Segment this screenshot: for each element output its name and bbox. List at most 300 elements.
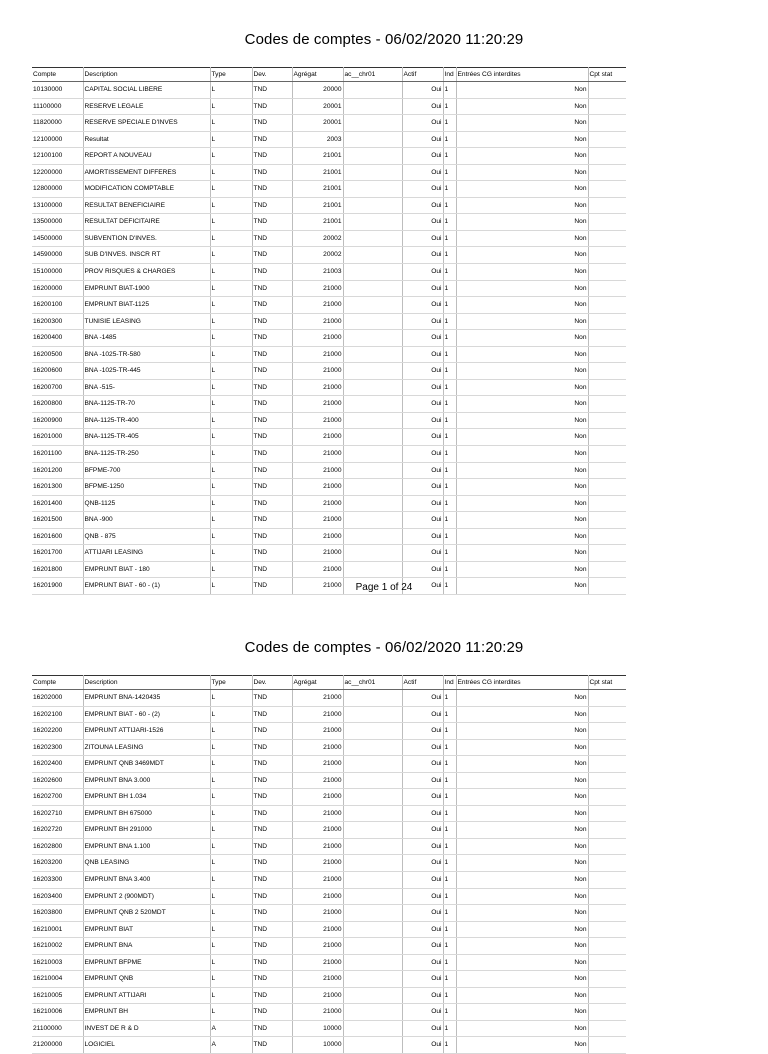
cell-compte: 16202720: [32, 822, 83, 839]
cell-description: SUB D'INVES. INSCR RT: [83, 247, 210, 264]
cell-entrees-cg: Non: [456, 739, 588, 756]
cell-entrees-cg: Non: [456, 115, 588, 132]
cell-description: EMPRUNT 2 (900MDT): [83, 888, 210, 905]
cell-type: L: [210, 446, 252, 463]
cell-type: L: [210, 396, 252, 413]
cell-ind: 1: [443, 822, 456, 839]
cell-agregat: 21000: [292, 528, 343, 545]
cell-ac-chr01: [343, 512, 402, 529]
cell-agregat: 21001: [292, 181, 343, 198]
cell-ind: 1: [443, 706, 456, 723]
cell-compte: 16202000: [32, 690, 83, 707]
cell-type: L: [210, 921, 252, 938]
col-header-actif: Actif: [402, 68, 443, 82]
cell-ind: 1: [443, 346, 456, 363]
table-row: [32, 805, 626, 822]
cell-dev: TND: [252, 822, 292, 839]
cell-type: L: [210, 756, 252, 773]
cell-agregat: 21000: [292, 690, 343, 707]
cell-entrees-cg: Non: [456, 462, 588, 479]
cell-agregat: 21000: [292, 313, 343, 330]
cell-cpt-stat: [588, 164, 626, 181]
cell-type: L: [210, 297, 252, 314]
cell-ind: 1: [443, 148, 456, 165]
cell-type: L: [210, 98, 252, 115]
cell-dev: TND: [252, 429, 292, 446]
cell-type: L: [210, 313, 252, 330]
cell-actif: Oui: [402, 1037, 443, 1054]
cell-entrees-cg: Non: [456, 181, 588, 198]
cell-actif: Oui: [402, 805, 443, 822]
cell-agregat: 21000: [292, 855, 343, 872]
cell-dev: TND: [252, 739, 292, 756]
cell-type: L: [210, 230, 252, 247]
cell-actif: Oui: [402, 446, 443, 463]
cell-dev: TND: [252, 495, 292, 512]
cell-actif: Oui: [402, 512, 443, 529]
table-row: [32, 888, 626, 905]
table-row: [32, 987, 626, 1004]
cell-entrees-cg: Non: [456, 164, 588, 181]
cell-agregat: 21000: [292, 954, 343, 971]
cell-description: LOGICIEL: [83, 1037, 210, 1054]
cell-actif: Oui: [402, 214, 443, 231]
col-header-dev: Dev.: [252, 676, 292, 690]
cell-dev: TND: [252, 313, 292, 330]
cell-description: BNA-1125-TR-400: [83, 412, 210, 429]
cell-compte: 16202710: [32, 805, 83, 822]
cell-ind: 1: [443, 164, 456, 181]
cell-entrees-cg: Non: [456, 313, 588, 330]
cell-dev: TND: [252, 446, 292, 463]
cell-ac-chr01: [343, 822, 402, 839]
cell-dev: TND: [252, 921, 292, 938]
cell-type: L: [210, 495, 252, 512]
cell-ac-chr01: [343, 888, 402, 905]
cell-agregat: 21000: [292, 297, 343, 314]
cell-cpt-stat: [588, 247, 626, 264]
table-row: [32, 164, 626, 181]
cell-ind: 1: [443, 98, 456, 115]
cell-description: EMPRUNT BNA: [83, 938, 210, 955]
cell-agregat: 21000: [292, 938, 343, 955]
cell-compte: 21100000: [32, 1020, 83, 1037]
cell-dev: TND: [252, 131, 292, 148]
cell-type: L: [210, 131, 252, 148]
cell-entrees-cg: Non: [456, 264, 588, 281]
cell-description: EMPRUNT BIAT - 180: [83, 561, 210, 578]
cell-actif: Oui: [402, 528, 443, 545]
cell-cpt-stat: [588, 280, 626, 297]
cell-ind: 1: [443, 446, 456, 463]
cell-dev: TND: [252, 690, 292, 707]
cell-type: L: [210, 578, 252, 595]
cell-description: SUBVENTION D'INVES.: [83, 230, 210, 247]
cell-agregat: 21000: [292, 987, 343, 1004]
cell-ind: 1: [443, 512, 456, 529]
cell-description: BFPME-700: [83, 462, 210, 479]
cell-description: MODIFICATION COMPTABLE: [83, 181, 210, 198]
cell-actif: Oui: [402, 429, 443, 446]
cell-entrees-cg: Non: [456, 1004, 588, 1021]
cell-ac-chr01: [343, 987, 402, 1004]
table-row: [32, 739, 626, 756]
cell-agregat: 21000: [292, 888, 343, 905]
cell-compte: 16201300: [32, 479, 83, 496]
table-row: [32, 429, 626, 446]
cell-ind: 1: [443, 379, 456, 396]
cell-description: RESERVE LEGALE: [83, 98, 210, 115]
cell-agregat: 21000: [292, 462, 343, 479]
cell-compte: 16200100: [32, 297, 83, 314]
col-header-compte: Compte: [32, 676, 83, 690]
cell-cpt-stat: [588, 446, 626, 463]
cell-type: L: [210, 82, 252, 99]
cell-type: L: [210, 545, 252, 562]
cell-type: L: [210, 772, 252, 789]
cell-cpt-stat: [588, 1020, 626, 1037]
cell-compte: 12800000: [32, 181, 83, 198]
cell-entrees-cg: Non: [456, 838, 588, 855]
cell-entrees-cg: Non: [456, 82, 588, 99]
cell-ac-chr01: [343, 971, 402, 988]
cell-ac-chr01: [343, 756, 402, 773]
cell-ind: 1: [443, 905, 456, 922]
table-row: [32, 789, 626, 806]
cell-description: EMPRUNT BNA-1420435: [83, 690, 210, 707]
cell-dev: TND: [252, 954, 292, 971]
cell-dev: TND: [252, 888, 292, 905]
cell-ac-chr01: [343, 872, 402, 889]
cell-ind: 1: [443, 545, 456, 562]
cell-type: L: [210, 197, 252, 214]
cell-entrees-cg: Non: [456, 789, 588, 806]
cell-dev: TND: [252, 545, 292, 562]
cell-ind: 1: [443, 181, 456, 198]
cell-ind: 1: [443, 578, 456, 595]
accounts-table: [32, 675, 626, 1054]
cell-actif: Oui: [402, 479, 443, 496]
cell-actif: Oui: [402, 756, 443, 773]
cell-actif: Oui: [402, 98, 443, 115]
cell-agregat: 21000: [292, 429, 343, 446]
cell-ac-chr01: [343, 396, 402, 413]
cell-description: RESERVE SPECIALE D'INVES: [83, 115, 210, 132]
cell-ac-chr01: [343, 429, 402, 446]
cell-compte: 16202300: [32, 739, 83, 756]
cell-ac-chr01: [343, 98, 402, 115]
cell-ind: 1: [443, 838, 456, 855]
cell-compte: 16210006: [32, 1004, 83, 1021]
cell-ind: 1: [443, 789, 456, 806]
cell-ac-chr01: [343, 462, 402, 479]
cell-description: ATTIJARI LEASING: [83, 545, 210, 562]
cell-ac-chr01: [343, 1004, 402, 1021]
cell-compte: 10130000: [32, 82, 83, 99]
cell-cpt-stat: [588, 264, 626, 281]
cell-description: EMPRUNT BH 1.034: [83, 789, 210, 806]
cell-type: L: [210, 905, 252, 922]
cell-entrees-cg: Non: [456, 921, 588, 938]
cell-compte: 16201600: [32, 528, 83, 545]
cell-entrees-cg: Non: [456, 938, 588, 955]
cell-dev: TND: [252, 197, 292, 214]
cell-description: TUNISIE LEASING: [83, 313, 210, 330]
cell-type: L: [210, 247, 252, 264]
col-header-dev: Dev.: [252, 68, 292, 82]
cell-cpt-stat: [588, 1004, 626, 1021]
cell-entrees-cg: Non: [456, 346, 588, 363]
cell-entrees-cg: Non: [456, 723, 588, 740]
cell-dev: TND: [252, 971, 292, 988]
cell-description: EMPRUNT BIAT-1900: [83, 280, 210, 297]
cell-actif: Oui: [402, 1020, 443, 1037]
cell-type: L: [210, 429, 252, 446]
cell-description: EMPRUNT BNA 3.400: [83, 872, 210, 889]
table-row: [32, 115, 626, 132]
cell-actif: Oui: [402, 412, 443, 429]
cell-actif: Oui: [402, 789, 443, 806]
cell-type: L: [210, 412, 252, 429]
cell-agregat: 20002: [292, 247, 343, 264]
cell-entrees-cg: Non: [456, 396, 588, 413]
cell-description: EMPRUNT ATTIJARI: [83, 987, 210, 1004]
cell-dev: TND: [252, 330, 292, 347]
cell-agregat: 21000: [292, 706, 343, 723]
table-row: [32, 363, 626, 380]
cell-actif: Oui: [402, 905, 443, 922]
cell-description: RESULTAT DEFICITAIRE: [83, 214, 210, 231]
cell-compte: 12100000: [32, 131, 83, 148]
cell-ind: 1: [443, 197, 456, 214]
cell-compte: 14590000: [32, 247, 83, 264]
cell-description: QNB - 875: [83, 528, 210, 545]
cell-entrees-cg: Non: [456, 297, 588, 314]
cell-agregat: 21000: [292, 280, 343, 297]
cell-entrees-cg: Non: [456, 822, 588, 839]
cell-type: L: [210, 512, 252, 529]
cell-actif: Oui: [402, 230, 443, 247]
cell-entrees-cg: Non: [456, 512, 588, 529]
cell-ind: 1: [443, 264, 456, 281]
cell-ac-chr01: [343, 855, 402, 872]
table-row: [32, 921, 626, 938]
cell-description: EMPRUNT BFPME: [83, 954, 210, 971]
cell-actif: Oui: [402, 888, 443, 905]
cell-ind: 1: [443, 330, 456, 347]
cell-compte: 16200800: [32, 396, 83, 413]
cell-ind: 1: [443, 313, 456, 330]
cell-dev: TND: [252, 479, 292, 496]
cell-cpt-stat: [588, 723, 626, 740]
cell-type: L: [210, 938, 252, 955]
cell-ac-chr01: [343, 446, 402, 463]
cell-agregat: 21000: [292, 396, 343, 413]
cell-actif: Oui: [402, 363, 443, 380]
cell-cpt-stat: [588, 148, 626, 165]
cell-cpt-stat: [588, 313, 626, 330]
table-row: [32, 954, 626, 971]
cell-actif: Oui: [402, 346, 443, 363]
cell-agregat: 21000: [292, 921, 343, 938]
table-row: [32, 495, 626, 512]
cell-compte: 16200300: [32, 313, 83, 330]
cell-cpt-stat: [588, 888, 626, 905]
cell-entrees-cg: Non: [456, 905, 588, 922]
cell-compte: 16200400: [32, 330, 83, 347]
cell-cpt-stat: [588, 214, 626, 231]
cell-ind: 1: [443, 805, 456, 822]
cell-cpt-stat: [588, 396, 626, 413]
table-row: [32, 545, 626, 562]
cell-ind: 1: [443, 479, 456, 496]
cell-entrees-cg: Non: [456, 872, 588, 889]
accounts-table: [32, 67, 626, 595]
cell-ac-chr01: [343, 739, 402, 756]
cell-actif: Oui: [402, 954, 443, 971]
cell-type: L: [210, 1004, 252, 1021]
cell-entrees-cg: Non: [456, 706, 588, 723]
col-header-cpt-stat: Cpt stat: [588, 676, 626, 690]
cell-actif: Oui: [402, 82, 443, 99]
cell-type: L: [210, 181, 252, 198]
cell-ind: 1: [443, 938, 456, 955]
cell-compte: 16200500: [32, 346, 83, 363]
cell-ind: 1: [443, 921, 456, 938]
cell-dev: TND: [252, 462, 292, 479]
cell-actif: Oui: [402, 971, 443, 988]
cell-cpt-stat: [588, 855, 626, 872]
table-row: [32, 82, 626, 99]
col-header-entrees-cg: Entrées CG interdites: [456, 68, 588, 82]
cell-ind: 1: [443, 954, 456, 971]
cell-ac-chr01: [343, 723, 402, 740]
cell-dev: TND: [252, 98, 292, 115]
cell-ac-chr01: [343, 280, 402, 297]
cell-ac-chr01: [343, 214, 402, 231]
cell-entrees-cg: Non: [456, 805, 588, 822]
table-row: [32, 528, 626, 545]
cell-dev: TND: [252, 280, 292, 297]
cell-agregat: 10000: [292, 1020, 343, 1037]
cell-cpt-stat: [588, 739, 626, 756]
cell-compte: 16201400: [32, 495, 83, 512]
cell-cpt-stat: [588, 181, 626, 198]
cell-type: L: [210, 379, 252, 396]
cell-entrees-cg: Non: [456, 528, 588, 545]
cell-agregat: 21000: [292, 412, 343, 429]
cell-actif: Oui: [402, 545, 443, 562]
cell-ind: 1: [443, 214, 456, 231]
cell-compte: 16202100: [32, 706, 83, 723]
cell-actif: Oui: [402, 561, 443, 578]
cell-type: L: [210, 739, 252, 756]
cell-cpt-stat: [588, 1037, 626, 1054]
cell-cpt-stat: [588, 131, 626, 148]
cell-compte: 16202400: [32, 756, 83, 773]
cell-compte: 16200600: [32, 363, 83, 380]
table-row: [32, 855, 626, 872]
cell-compte: 13100000: [32, 197, 83, 214]
cell-dev: TND: [252, 1004, 292, 1021]
cell-entrees-cg: Non: [456, 690, 588, 707]
table-row: [32, 971, 626, 988]
cell-actif: Oui: [402, 938, 443, 955]
table-row: [32, 561, 626, 578]
cell-cpt-stat: [588, 197, 626, 214]
table-row: [32, 412, 626, 429]
table-row: [32, 838, 626, 855]
cell-type: L: [210, 479, 252, 496]
cell-compte: 16201700: [32, 545, 83, 562]
cell-cpt-stat: [588, 230, 626, 247]
cell-description: BNA -1025-TR-580: [83, 346, 210, 363]
cell-agregat: 21000: [292, 905, 343, 922]
cell-dev: TND: [252, 164, 292, 181]
cell-description: REPORT A NOUVEAU: [83, 148, 210, 165]
cell-entrees-cg: Non: [456, 280, 588, 297]
table-row: [32, 230, 626, 247]
cell-description: INVEST DE R & D: [83, 1020, 210, 1037]
cell-agregat: 21003: [292, 264, 343, 281]
cell-dev: TND: [252, 297, 292, 314]
cell-ac-chr01: [343, 164, 402, 181]
page-footer: Page 1 of 24: [355, 582, 413, 593]
cell-actif: Oui: [402, 131, 443, 148]
cell-agregat: 21000: [292, 872, 343, 889]
cell-ind: 1: [443, 1020, 456, 1037]
table-row: [32, 313, 626, 330]
cell-dev: TND: [252, 723, 292, 740]
cell-agregat: 21000: [292, 561, 343, 578]
cell-ind: 1: [443, 723, 456, 740]
cell-description: PROV RISQUES & CHARGES: [83, 264, 210, 281]
cell-actif: Oui: [402, 280, 443, 297]
cell-cpt-stat: [588, 690, 626, 707]
cell-ind: 1: [443, 363, 456, 380]
table-row: [32, 772, 626, 789]
cell-cpt-stat: [588, 561, 626, 578]
cell-ac-chr01: [343, 197, 402, 214]
cell-dev: TND: [252, 789, 292, 806]
cell-description: QNB LEASING: [83, 855, 210, 872]
cell-cpt-stat: [588, 872, 626, 889]
table-row: [32, 872, 626, 889]
cell-entrees-cg: Non: [456, 987, 588, 1004]
cell-compte: 21200000: [32, 1037, 83, 1054]
table-row: [32, 822, 626, 839]
cell-agregat: 20000: [292, 82, 343, 99]
cell-entrees-cg: Non: [456, 446, 588, 463]
cell-compte: 16201100: [32, 446, 83, 463]
cell-agregat: 21000: [292, 805, 343, 822]
cell-compte: 16201800: [32, 561, 83, 578]
cell-dev: TND: [252, 1020, 292, 1037]
cell-agregat: 21000: [292, 512, 343, 529]
cell-description: EMPRUNT BIAT: [83, 921, 210, 938]
cell-cpt-stat: [588, 756, 626, 773]
cell-ind: 1: [443, 462, 456, 479]
cell-cpt-stat: [588, 495, 626, 512]
cell-ind: 1: [443, 230, 456, 247]
table-row: [32, 131, 626, 148]
cell-actif: Oui: [402, 313, 443, 330]
cell-compte: 16210005: [32, 987, 83, 1004]
cell-actif: Oui: [402, 148, 443, 165]
cell-description: BNA -515-: [83, 379, 210, 396]
cell-cpt-stat: [588, 905, 626, 922]
cell-agregat: 21000: [292, 545, 343, 562]
